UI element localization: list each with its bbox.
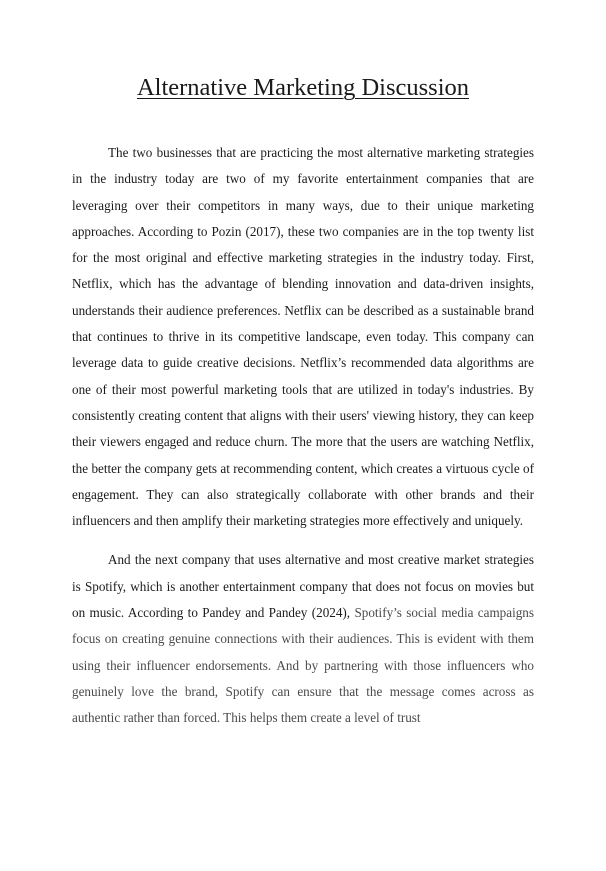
paragraph-spotify [72, 547, 534, 731]
document-title [72, 71, 534, 105]
paragraph-spotify-part-a: And the next company that uses alternative and most creative market strategies is Spotify, which is another entertainment company that does not focus on movies but on music. According to Pandey and Pandey (2024), [72, 552, 534, 621]
paragraph-spotify-part-b: Spotify’s social media campaigns focus on creating genuine connections with their audiences. This is evident with them using their influencer endorsements. And by partnering with those influencers who genuinely love the brand, Spotify can ensure that the message comes across as authentic rather than forced. This helps them create a level of trust [72, 605, 534, 726]
document-title-text: Alternative Marketing Discussion [136, 74, 470, 101]
document-page [0, 71, 606, 871]
paragraph-netflix: The two businesses that are practicing the most alternative marketing strategies in the industry today are two of my favorite entertainment companies that are leveraging over their competitors in many ways, due to their unique marketing approaches. According to Pozin (2017), these two companies are in the top twenty list for the most original and effective marketing strategies in the industry today. First, Netflix, which has the advantage of blending innovation and data-driven insights, understands their audience preferences. Netflix can be described as a sustainable brand that continues to thrive in its competitive landscape, even today. This company can leverage data to guide creative decisions. Netflix’s recommended data algorithms are one of their most powerful marketing tools that are utilized in today's industries. By consistently creating content that aligns with their users' viewing history, they can keep their viewers engaged and reduce churn. The more that the users are watching Netflix, the better the company gets at recommending content, which creates a virtuous cycle of engagement. They can also strategically collaborate with other brands and their influencers and then amplify their marketing strategies more effectively and uniquely. [72, 145, 534, 529]
